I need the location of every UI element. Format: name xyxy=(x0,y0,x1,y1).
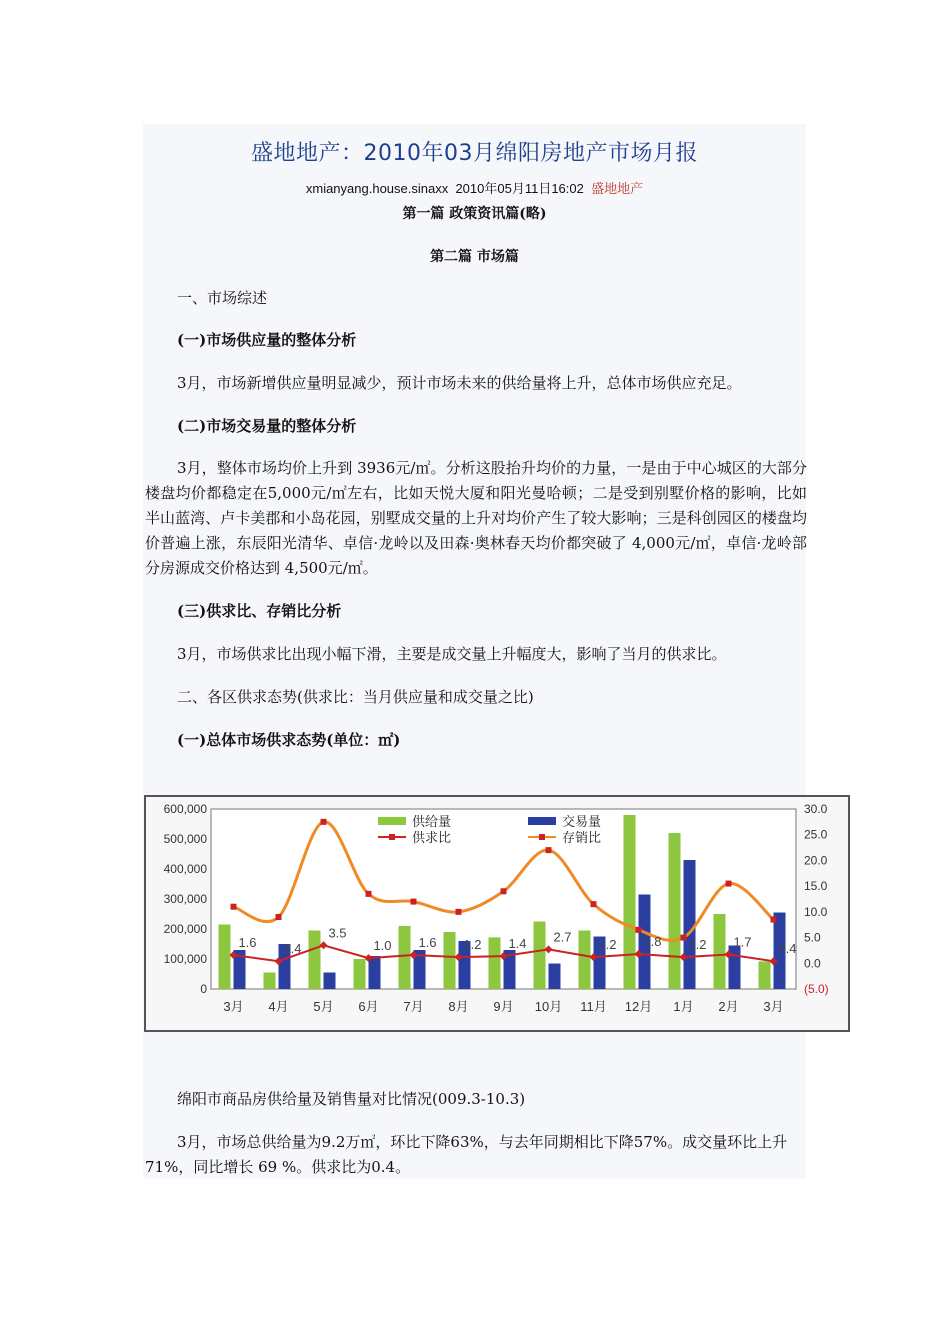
right-axis-tick-label: (5.0) xyxy=(804,982,829,996)
section1-heading: 一、市场综述 xyxy=(177,289,268,307)
right-axis-tick-label: 10.0 xyxy=(804,904,828,919)
data-label: 1.0 xyxy=(373,938,392,954)
x-axis-tick-label: 11月 xyxy=(580,999,607,1014)
meta-date: 2010年05月11日16:02 xyxy=(455,181,584,196)
left-axis-tick-label: 0 xyxy=(200,982,207,996)
point-stock-sales-ratio xyxy=(411,899,417,905)
part1-heading: 第一篇 政策资讯篇(略) xyxy=(402,206,547,222)
bar-supply xyxy=(309,931,321,990)
point-stock-sales-ratio xyxy=(636,927,642,933)
point-stock-sales-ratio xyxy=(546,847,552,853)
subheading-supply: (一)市场供应量的整体分析 xyxy=(177,331,357,349)
data-label: 1.4 xyxy=(508,936,527,952)
legend-label: 存销比 xyxy=(562,830,602,845)
legend-label: 供给量 xyxy=(412,814,452,829)
left-axis-tick-label: 100,000 xyxy=(163,952,207,966)
bar-trade xyxy=(729,946,741,990)
meta-source-url[interactable]: xmianyang.house.sinaxx xyxy=(305,181,449,196)
data-label: 2.7 xyxy=(553,929,572,945)
bar-trade xyxy=(684,860,696,989)
point-stock-sales-ratio xyxy=(231,904,237,910)
right-axis-tick-label: 30.0 xyxy=(804,802,828,816)
legend-marker xyxy=(389,834,395,840)
left-axis-tick-label: 200,000 xyxy=(163,922,207,936)
right-axis-tick-label: 0.0 xyxy=(804,956,821,971)
bar-trade xyxy=(324,973,336,990)
x-axis-tick-label: 8月 xyxy=(448,999,469,1014)
x-axis-tick-label: 12月 xyxy=(624,999,653,1014)
section2-heading: 二、各区供求态势(供求比：当月供应量和成交量之比) xyxy=(177,688,534,706)
x-axis-tick-label: 5月 xyxy=(313,999,334,1014)
x-axis-tick-label: 4月 xyxy=(268,999,289,1014)
chart-svg xyxy=(146,797,848,1030)
data-label: 1.2 xyxy=(463,937,482,953)
legend-label: 供求比 xyxy=(412,830,452,845)
bar-supply xyxy=(759,961,771,989)
meta-source-name[interactable]: 盛地地产 xyxy=(591,181,644,196)
data-label: 1.8 xyxy=(643,934,662,950)
subheading-trade: (二)市场交易量的整体分析 xyxy=(177,417,357,435)
legend-swatch xyxy=(528,817,556,825)
left-axis-tick-label: 400,000 xyxy=(163,862,207,876)
bar-supply xyxy=(624,815,636,989)
paragraph-supply: 3月，市场新增供应量明显减少，预计市场未来的供给量将上升，总体市场供应充足。 xyxy=(177,374,742,392)
part2-heading: 第二篇 市场篇 xyxy=(430,249,519,265)
data-label: 1.6 xyxy=(418,935,437,951)
legend-marker xyxy=(539,834,545,840)
article-title: 盛地地产：2010年03月绵阳房地产市场月报 xyxy=(251,141,698,166)
bar-supply xyxy=(714,914,726,989)
point-stock-sales-ratio xyxy=(276,914,282,920)
legend-swatch xyxy=(378,817,406,825)
left-axis-tick-label: 500,000 xyxy=(163,832,207,846)
data-label: 0.4 xyxy=(778,941,797,957)
bar-supply xyxy=(354,959,366,989)
left-axis-tick-label: 600,000 xyxy=(163,802,207,816)
subheading-overall: (一)总体市场供求态势(单位：㎡) xyxy=(177,731,401,749)
point-stock-sales-ratio xyxy=(591,901,597,907)
point-stock-sales-ratio xyxy=(321,819,327,825)
bar-supply xyxy=(264,973,276,990)
bar-trade xyxy=(549,964,561,990)
paragraph-summary: 3月，市场总供给量为9.2万㎡，环比下降63%，与去年同期相比下降57%。成交量环比上升71%，同比增长 69 %。供求比为0.4。 xyxy=(145,1133,788,1176)
data-label: 3.5 xyxy=(328,925,347,941)
bar-supply xyxy=(489,937,501,989)
right-axis-tick-label: 5.0 xyxy=(804,930,821,945)
bar-supply xyxy=(444,932,456,989)
point-stock-sales-ratio xyxy=(501,888,507,894)
data-label: 0.4 xyxy=(283,941,302,957)
bar-supply xyxy=(579,931,591,990)
x-axis-tick-label: 10月 xyxy=(534,999,563,1014)
data-label: 1.7 xyxy=(733,934,752,950)
x-axis-tick-label: 6月 xyxy=(358,999,379,1014)
right-axis-tick-label: 20.0 xyxy=(804,853,828,868)
data-label: 1.2 xyxy=(688,937,707,953)
left-axis-tick-label: 300,000 xyxy=(163,892,207,906)
chart-caption: 绵阳市商品房供给量及销售量对比情况(009.3-10.3) xyxy=(177,1090,526,1108)
right-axis-tick-label: 15.0 xyxy=(804,879,828,894)
subheading-ratio: (三)供求比、存销比分析 xyxy=(177,602,342,620)
bar-supply xyxy=(669,833,681,989)
data-label: 1.6 xyxy=(238,935,257,951)
bar-supply xyxy=(534,922,546,990)
bar-trade xyxy=(369,956,381,989)
paragraph-trade: 3月，整体市场均价上升到 3936元/㎡。分析这股抬升均价的力量，一是由于中心城区的大部分楼盘均价都稳定在5,000元/㎡左右，比如天悦大厦和阳光曼哈顿；二是受到别墅价格的影响，比如半山蓝湾、卢卡美郡和小岛花园，别墅成交量的上升对均价产生了较大影响；三是科创园区的楼盘均价普遍上涨，东辰阳光清华、卓信·龙岭以及田森·奥林春天均价都突破了 4,000元/㎡，卓信·龙岭部分房源成交价格达到 4,500元/㎡。 xyxy=(145,459,807,577)
x-axis-tick-label: 1月 xyxy=(673,999,694,1014)
x-axis-tick-label: 3月 xyxy=(763,999,784,1014)
paragraph-ratio: 3月，市场供求比出现小幅下滑，主要是成交量上升幅度大，影响了当月的供求比。 xyxy=(177,645,727,663)
x-axis-tick-label: 9月 xyxy=(493,999,514,1014)
point-stock-sales-ratio xyxy=(726,881,732,887)
article-meta xyxy=(143,178,806,197)
point-stock-sales-ratio xyxy=(681,935,687,941)
right-axis-tick-label: 25.0 xyxy=(804,827,828,842)
x-axis-tick-label: 3月 xyxy=(223,999,244,1014)
legend-label: 交易量 xyxy=(562,814,602,829)
x-axis-tick-label: 7月 xyxy=(403,999,424,1014)
point-stock-sales-ratio xyxy=(456,909,462,915)
supply-demand-chart xyxy=(144,795,850,1032)
bar-supply xyxy=(219,925,231,990)
data-label: 1.2 xyxy=(598,937,617,953)
bar-supply xyxy=(399,926,411,989)
point-stock-sales-ratio xyxy=(771,917,777,923)
point-stock-sales-ratio xyxy=(366,891,372,897)
x-axis-tick-label: 2月 xyxy=(718,999,739,1014)
